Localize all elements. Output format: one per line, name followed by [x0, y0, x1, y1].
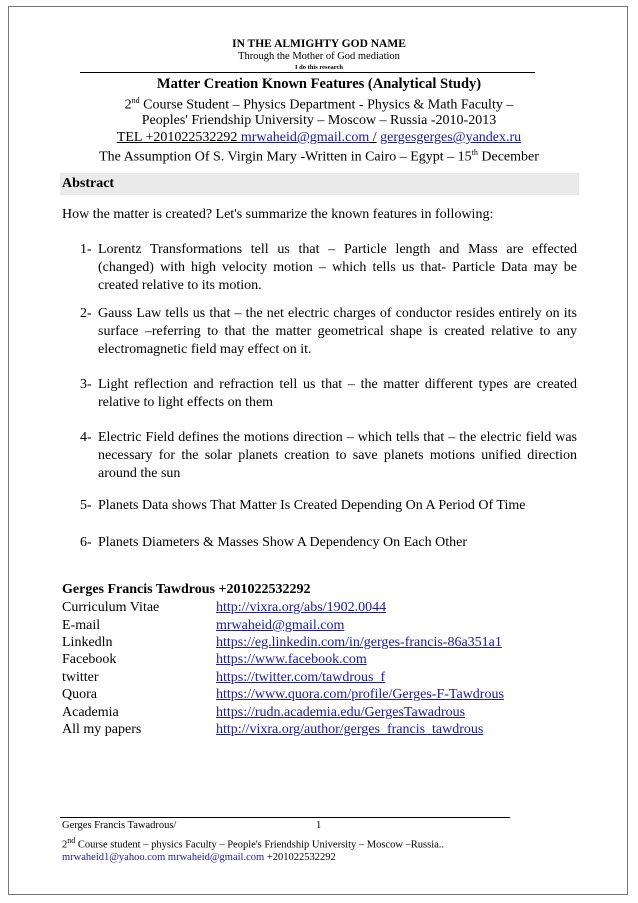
- header-line-3: I do this research: [295, 64, 343, 71]
- link-row-email: E-mail mrwaheid@gmail.com: [62, 618, 345, 633]
- paper-title: Matter Creation Known Features (Analytical Study): [156, 76, 482, 92]
- footer-line-2: 2nd Course student – physics Faculty – People's Friendship University – Moscow –Russia..: [62, 836, 445, 851]
- academia-link[interactable]: https://rudn.academia.edu/GergesTawadrous: [216, 705, 466, 720]
- header-rule: [80, 72, 535, 73]
- link-row-academia: Academia https://rudn.academia.edu/GergesTawadrous: [62, 705, 466, 720]
- link-row-papers: All my papers http://vixra.org/author/gerges_francis_tawdrous: [62, 722, 484, 737]
- list-item: 6- Planets Diameters & Masses Show A Dependency On Each Other: [80, 535, 467, 550]
- list-item: 1- Lorentz Transformations tell us that – Particle length and Mass are effected (changed) with high velocity motion – which tells us that- Particle Data may be created relative to its motion.: [80, 242, 577, 293]
- papers-link[interactable]: http://vixra.org/author/gerges_francis_tawdrous: [216, 722, 484, 737]
- list-item: 4- Electric Field defines the motions direction – which tells that – the electric field was necessary for the solar planets creation to save planets motions unified direction around the sun: [80, 430, 577, 481]
- page-number: 1: [316, 820, 322, 831]
- footer-line-1: [62, 820, 322, 831]
- link-row-twitter: twitter https://twitter.com/tawdrous_f: [62, 670, 386, 685]
- header-line-1: IN THE ALMIGHTY GOD NAME: [232, 38, 406, 50]
- footer-line-3: [62, 852, 336, 863]
- email-link-2[interactable]: gergesgerges@yandex.ru: [380, 130, 522, 145]
- list-item: 5- Planets Data shows That Matter Is Created Depending On A Period Of Time: [80, 498, 526, 513]
- contact-line: TEL +201022532292 mrwaheid@gmail.com / gergesgerges@yandex.ru: [116, 130, 522, 145]
- footer-rule: [60, 817, 510, 818]
- email-link[interactable]: mrwaheid@gmail.com: [216, 618, 345, 633]
- author-name: Gerges Francis Tawdrous +201022532292: [62, 582, 311, 597]
- linkedin-link[interactable]: https://eg.linkedin.com/in/gerges-francis-86a351a1: [216, 635, 502, 650]
- affiliation-line-1: 2nd Course Student – Physics Department - Physics & Math Faculty –: [124, 96, 514, 113]
- written-line: The Assumption Of S. Virgin Mary -Written in Cairo – Egypt – 15th December: [99, 148, 539, 165]
- footer-phone: +201022532292: [266, 852, 336, 863]
- link-row-facebook: Facebook https://www.facebook.com: [62, 652, 367, 667]
- twitter-link[interactable]: https://twitter.com/tawdrous_f: [216, 670, 386, 685]
- quora-link[interactable]: https://www.quora.com/profile/Gerges-F-Tawdrous: [216, 687, 504, 702]
- abstract-heading: Abstract: [62, 176, 115, 191]
- abstract-intro: How the matter is created? Let's summarize the known features in following:: [62, 207, 494, 222]
- header-line-2: Through the Mother of God mediation: [238, 51, 400, 62]
- email-link-1[interactable]: mrwaheid@gmail.com: [240, 130, 370, 145]
- cv-link[interactable]: http://vixra.org/abs/1902.0044: [216, 600, 387, 615]
- affiliation-line-2: Peoples' Friendship University – Moscow – Russia -2010-2013: [141, 113, 497, 128]
- footer-email-1[interactable]: mrwaheid1@yahoo.com: [62, 852, 166, 863]
- list-item: 2- Gauss Law tells us that – the net electric charges of conductor resides entirely on its surface –referring to that the matter geometrical shape is created relative to any electromagnetic field may effect on it.: [80, 306, 577, 357]
- abstract-heading-bar: [60, 173, 579, 195]
- facebook-link[interactable]: https://www.facebook.com: [216, 652, 367, 667]
- link-row-quora: Quora https://www.quora.com/profile/Gerges-F-Tawdrous: [62, 687, 504, 702]
- tel: TEL +201022532292: [116, 130, 238, 145]
- footer-name: Gerges Francis Tawadrous/: [62, 820, 177, 831]
- footer-email-2[interactable]: mrwaheid@gmail.com: [167, 852, 265, 863]
- list-item: 3- Light reflection and refraction tell us that – the matter different types are created relative to light effects on them: [80, 377, 577, 410]
- link-row-linkedin: Linkedln https://eg.linkedin.com/in/gerges-francis-86a351a1: [62, 635, 502, 650]
- link-row-cv: Curriculum Vitae http://vixra.org/abs/1902.0044: [62, 600, 387, 615]
